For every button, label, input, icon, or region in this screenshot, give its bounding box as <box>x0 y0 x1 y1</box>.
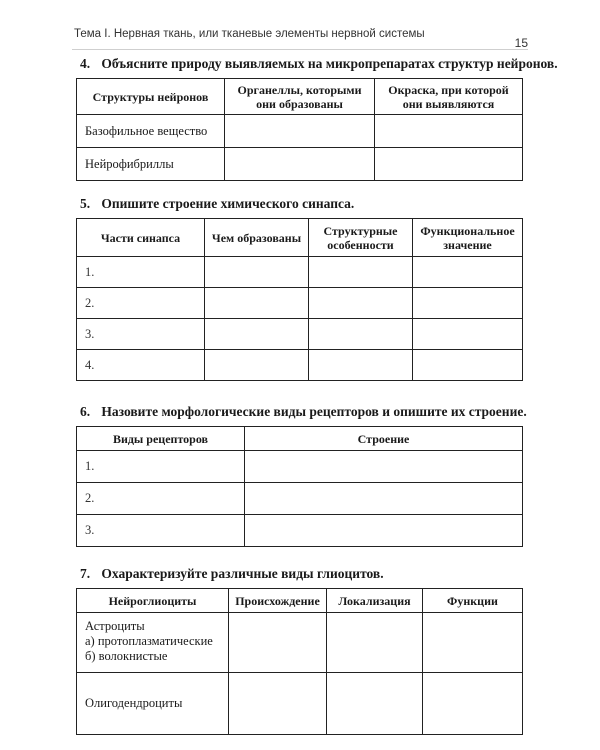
column-header: Органеллы, которыми они образованы <box>225 79 375 115</box>
glia-type-oligodendrocytes: Олигодендроциты <box>85 696 183 710</box>
glia-subtype-fibrous: б) волокнистые <box>85 649 168 663</box>
answer-cell[interactable] <box>375 148 523 181</box>
table-row <box>77 319 523 350</box>
page-header <box>72 26 528 50</box>
table-row <box>77 115 523 148</box>
column-header: Происхождение <box>229 589 327 613</box>
answer-cell[interactable] <box>413 288 523 319</box>
column-header: Структуры нейронов <box>77 79 225 115</box>
row-label: Базофильное вещество <box>77 115 225 148</box>
answer-cell[interactable] <box>205 319 309 350</box>
answer-cell[interactable] <box>309 257 413 288</box>
table-row <box>77 451 523 483</box>
answer-cell[interactable] <box>375 115 523 148</box>
table-row <box>77 288 523 319</box>
task-5-table <box>76 218 523 381</box>
answer-cell[interactable] <box>245 451 523 483</box>
task-4-number: 4. <box>80 56 91 71</box>
row-number: 4. <box>77 350 205 381</box>
table-row <box>77 673 523 735</box>
column-header: Части синапса <box>77 219 205 257</box>
task-7-table <box>76 588 523 735</box>
table-row <box>77 515 523 547</box>
task-7-text: Охарактеризуйте различные виды глиоцитов. <box>101 566 384 581</box>
column-header: Функциональное значение <box>413 219 523 257</box>
answer-cell[interactable] <box>205 257 309 288</box>
table-row <box>77 613 523 673</box>
answer-cell[interactable] <box>225 148 375 181</box>
task-6-text: Назовите морфологические виды рецепторов и опишите их строение. <box>101 404 527 419</box>
row-number: 3. <box>77 319 205 350</box>
answer-cell[interactable] <box>309 350 413 381</box>
answer-cell[interactable] <box>245 515 523 547</box>
answer-cell[interactable] <box>229 673 327 735</box>
column-header: Виды рецепторов <box>77 427 245 451</box>
task-4-text: Объясните природу выявляемых на микропрепаратах структур нейронов. <box>101 56 558 71</box>
answer-cell[interactable] <box>309 288 413 319</box>
column-header: Строение <box>245 427 523 451</box>
answer-cell[interactable] <box>229 613 327 673</box>
glia-type-astrocytes: Астроциты <box>85 619 145 633</box>
table-row <box>77 350 523 381</box>
row-number: 2. <box>77 483 245 515</box>
answer-cell[interactable] <box>413 319 523 350</box>
task-6-table <box>76 426 523 547</box>
answer-cell[interactable] <box>309 319 413 350</box>
answer-cell[interactable] <box>225 115 375 148</box>
row-number: 3. <box>77 515 245 547</box>
column-header: Структурные особенности <box>309 219 413 257</box>
task-5-number: 5. <box>80 196 91 211</box>
answer-cell[interactable] <box>413 350 523 381</box>
column-header: Нейроглиоциты <box>77 589 229 613</box>
column-header: Окраска, при которой они выявляются <box>375 79 523 115</box>
task-7-number: 7. <box>80 566 91 581</box>
row-number: 1. <box>77 257 205 288</box>
task-5-text: Опишите строение химического синапса. <box>101 196 355 211</box>
row-number: 2. <box>77 288 205 319</box>
column-header: Локализация <box>327 589 423 613</box>
glia-subtype-protoplasmic: а) протоплазматические <box>85 634 213 648</box>
table-row <box>77 483 523 515</box>
table-row <box>77 257 523 288</box>
page-number: 15 <box>514 36 528 50</box>
answer-cell[interactable] <box>423 673 523 735</box>
task-4-title <box>80 56 558 72</box>
row-label <box>77 613 229 673</box>
chapter-title: Тема I. Нервная ткань, или тканевые элементы нервной системы <box>74 28 425 40</box>
task-6-title <box>80 404 527 420</box>
column-header: Функции <box>423 589 523 613</box>
task-7-title <box>80 566 384 582</box>
row-number: 1. <box>77 451 245 483</box>
column-header: Чем образованы <box>205 219 309 257</box>
task-6-number: 6. <box>80 404 91 419</box>
table-row <box>77 148 523 181</box>
answer-cell[interactable] <box>327 613 423 673</box>
task-5-title <box>80 196 354 212</box>
row-label: Нейрофибриллы <box>77 148 225 181</box>
task-4-table <box>76 78 523 181</box>
answer-cell[interactable] <box>413 257 523 288</box>
answer-cell[interactable] <box>245 483 523 515</box>
row-label <box>77 673 229 735</box>
answer-cell[interactable] <box>423 613 523 673</box>
answer-cell[interactable] <box>327 673 423 735</box>
answer-cell[interactable] <box>205 350 309 381</box>
answer-cell[interactable] <box>205 288 309 319</box>
